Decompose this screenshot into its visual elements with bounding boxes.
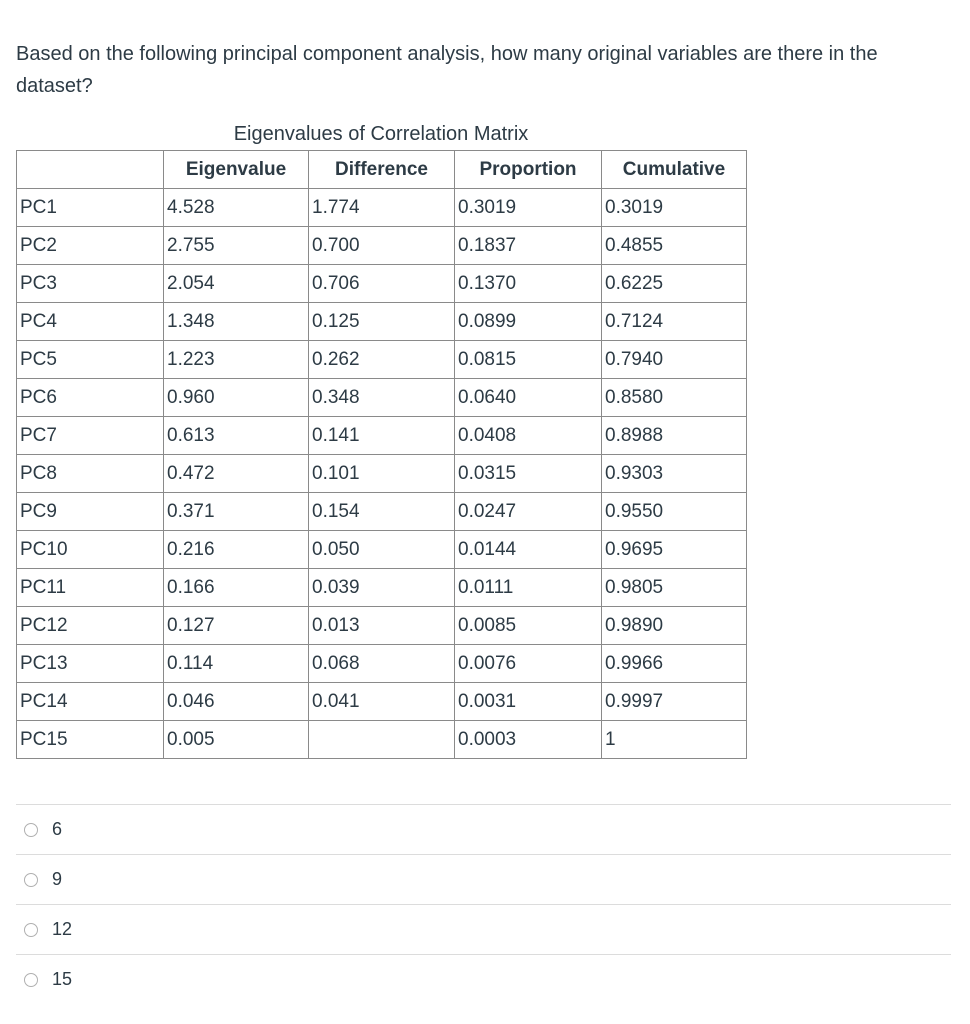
difference-cell: 0.700 <box>309 227 455 265</box>
eigenvalue-cell: 0.046 <box>164 683 309 721</box>
component-label: PC6 <box>17 379 164 417</box>
radio-button-icon[interactable] <box>24 923 38 937</box>
component-label: PC13 <box>17 645 164 683</box>
table-row <box>17 607 747 645</box>
component-label: PC11 <box>17 569 164 607</box>
component-label: PC4 <box>17 303 164 341</box>
table-row <box>17 531 747 569</box>
answer-option-label[interactable]: 15 <box>52 969 73 989</box>
proportion-cell: 0.0315 <box>455 455 602 493</box>
difference-cell: 0.706 <box>309 265 455 303</box>
cumulative-cell: 0.7124 <box>602 303 747 341</box>
proportion-cell: 0.0408 <box>455 417 602 455</box>
eigenvalue-cell: 1.223 <box>164 341 309 379</box>
eigenvalue-cell: 2.054 <box>164 265 309 303</box>
table-row <box>17 493 747 531</box>
component-label: PC12 <box>17 607 164 645</box>
component-label: PC9 <box>17 493 164 531</box>
difference-cell: 0.013 <box>309 607 455 645</box>
component-label: PC8 <box>17 455 164 493</box>
eigenvalue-cell: 0.960 <box>164 379 309 417</box>
eigenvalue-cell: 2.755 <box>164 227 309 265</box>
difference-cell: 0.154 <box>309 493 455 531</box>
cumulative-cell: 0.9997 <box>602 683 747 721</box>
cumulative-cell: 0.9890 <box>602 607 747 645</box>
difference-cell: 0.068 <box>309 645 455 683</box>
eigenvalue-cell: 0.005 <box>164 721 309 759</box>
table-body <box>17 189 747 759</box>
difference-cell: 0.348 <box>309 379 455 417</box>
component-label: PC10 <box>17 531 164 569</box>
table-row <box>17 721 747 759</box>
answer-option[interactable] <box>16 854 951 904</box>
component-label: PC1 <box>17 189 164 227</box>
answer-option[interactable] <box>16 954 951 1004</box>
cumulative-cell: 0.6225 <box>602 265 747 303</box>
column-header-cumulative: Cumulative <box>602 151 747 189</box>
difference-cell: 0.039 <box>309 569 455 607</box>
eigenvalue-cell: 0.371 <box>164 493 309 531</box>
cumulative-cell: 0.8580 <box>602 379 747 417</box>
cumulative-cell: 0.9695 <box>602 531 747 569</box>
proportion-cell: 0.1837 <box>455 227 602 265</box>
table-row <box>17 265 747 303</box>
eigenvalue-cell: 0.216 <box>164 531 309 569</box>
table-row <box>17 417 747 455</box>
radio-button-icon[interactable] <box>24 973 38 987</box>
column-header <box>17 151 164 189</box>
proportion-cell: 0.0076 <box>455 645 602 683</box>
cumulative-cell: 0.9966 <box>602 645 747 683</box>
difference-cell: 1.774 <box>309 189 455 227</box>
difference-cell: 0.041 <box>309 683 455 721</box>
column-header-eigenvalue: Eigenvalue <box>164 151 309 189</box>
cumulative-cell: 0.3019 <box>602 189 747 227</box>
cumulative-cell: 0.9303 <box>602 455 747 493</box>
proportion-cell: 0.3019 <box>455 189 602 227</box>
eigenvalue-cell: 0.114 <box>164 645 309 683</box>
proportion-cell: 0.0085 <box>455 607 602 645</box>
component-label: PC5 <box>17 341 164 379</box>
proportion-cell: 0.0003 <box>455 721 602 759</box>
column-header-proportion: Proportion <box>455 151 602 189</box>
proportion-cell: 0.0815 <box>455 341 602 379</box>
component-label: PC2 <box>17 227 164 265</box>
proportion-cell: 0.0640 <box>455 379 602 417</box>
component-label: PC15 <box>17 721 164 759</box>
table-row <box>17 683 747 721</box>
cumulative-cell: 0.4855 <box>602 227 747 265</box>
cumulative-cell: 0.8988 <box>602 417 747 455</box>
difference-cell: 0.050 <box>309 531 455 569</box>
question-text: Based on the following principal component analysis, how many original variables are there in the dataset? <box>16 43 878 97</box>
component-label: PC14 <box>17 683 164 721</box>
eigenvalue-cell: 0.166 <box>164 569 309 607</box>
table-row <box>17 227 747 265</box>
proportion-cell: 0.0247 <box>455 493 602 531</box>
column-header-difference: Difference <box>309 151 455 189</box>
table-row <box>17 569 747 607</box>
proportion-cell: 0.0031 <box>455 683 602 721</box>
eigenvalue-cell: 0.472 <box>164 455 309 493</box>
radio-button-icon[interactable] <box>24 873 38 887</box>
eigenvalue-table <box>16 150 747 759</box>
proportion-cell: 0.0144 <box>455 531 602 569</box>
answer-option[interactable] <box>16 804 951 854</box>
eigenvalue-cell: 0.127 <box>164 607 309 645</box>
difference-cell: 0.262 <box>309 341 455 379</box>
cumulative-cell: 0.9805 <box>602 569 747 607</box>
proportion-cell: 0.1370 <box>455 265 602 303</box>
table-row <box>17 341 747 379</box>
component-label: PC7 <box>17 417 164 455</box>
answer-options <box>16 804 951 1004</box>
cumulative-cell: 1 <box>602 721 747 759</box>
proportion-cell: 0.0899 <box>455 303 602 341</box>
answer-option[interactable] <box>16 904 951 954</box>
cumulative-cell: 0.9550 <box>602 493 747 531</box>
table-row <box>17 189 747 227</box>
answer-option-label[interactable]: 9 <box>52 869 63 889</box>
answer-option-label[interactable]: 12 <box>52 919 73 939</box>
difference-cell <box>309 721 455 759</box>
radio-button-icon[interactable] <box>24 823 38 837</box>
difference-cell: 0.141 <box>309 417 455 455</box>
difference-cell: 0.101 <box>309 455 455 493</box>
difference-cell: 0.125 <box>309 303 455 341</box>
table-header-row <box>17 151 747 189</box>
table-caption: Eigenvalues of Correlation Matrix <box>233 123 529 145</box>
answer-option-label[interactable]: 6 <box>52 819 63 839</box>
proportion-cell: 0.0111 <box>455 569 602 607</box>
cumulative-cell: 0.7940 <box>602 341 747 379</box>
eigenvalue-cell: 1.348 <box>164 303 309 341</box>
eigenvalue-cell: 0.613 <box>164 417 309 455</box>
table-row <box>17 379 747 417</box>
table-row <box>17 645 747 683</box>
table-row <box>17 455 747 493</box>
eigenvalue-cell: 4.528 <box>164 189 309 227</box>
component-label: PC3 <box>17 265 164 303</box>
table-row <box>17 303 747 341</box>
